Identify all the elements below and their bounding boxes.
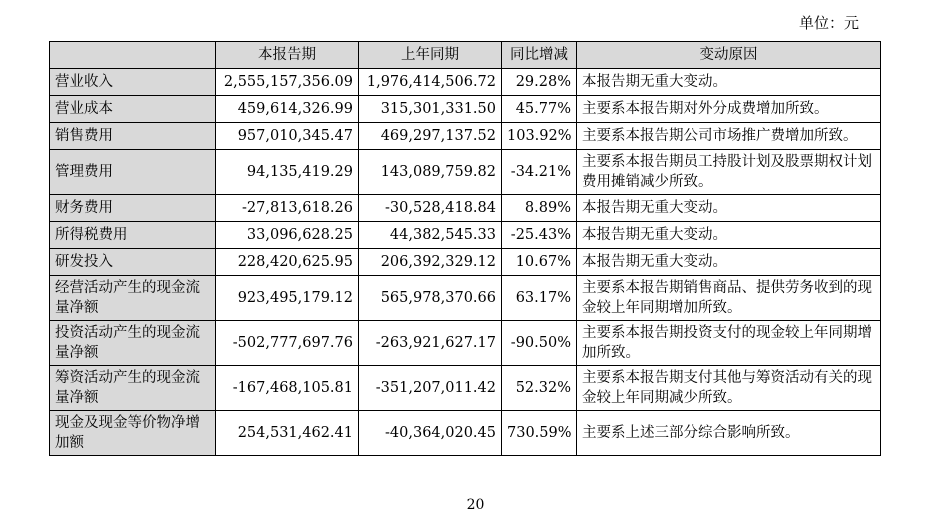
row-change: 103.92% <box>502 123 577 150</box>
row-item: 财务费用 <box>50 195 216 222</box>
row-current: 2,555,157,356.09 <box>216 69 359 96</box>
row-reason: 主要系本报告期公司市场推广费增加所致。 <box>577 123 881 150</box>
row-item: 现金及现金等价物净增加额 <box>50 411 216 456</box>
table-row <box>50 96 881 123</box>
row-change: 29.28% <box>502 69 577 96</box>
table-row <box>50 195 881 222</box>
unit-label: 单位：元 <box>798 14 859 32</box>
row-change: 63.17% <box>502 276 577 321</box>
row-current: -502,777,697.76 <box>216 321 359 366</box>
row-prior: 315,301,331.50 <box>359 96 502 123</box>
row-current: -167,468,105.81 <box>216 366 359 411</box>
table-row <box>50 69 881 96</box>
header-change-reason: 变动原因 <box>577 42 881 69</box>
row-item: 营业收入 <box>50 69 216 96</box>
row-prior: -30,528,418.84 <box>359 195 502 222</box>
row-reason: 本报告期无重大变动。 <box>577 69 881 96</box>
table-row <box>50 123 881 150</box>
table-row <box>50 150 881 195</box>
row-item: 经营活动产生的现金流量净额 <box>50 276 216 321</box>
table-row <box>50 222 881 249</box>
row-change: 45.77% <box>502 96 577 123</box>
row-change: 8.89% <box>502 195 577 222</box>
row-reason: 主要系本报告期员工持股计划及股票期权计划费用摊销减少所致。 <box>577 150 881 195</box>
row-reason: 本报告期无重大变动。 <box>577 195 881 222</box>
row-change: 52.32% <box>502 366 577 411</box>
page-number: 20 <box>466 497 485 513</box>
row-prior: -351,207,011.42 <box>359 366 502 411</box>
table-row <box>50 366 881 411</box>
table-row <box>50 411 881 456</box>
header-prior-period: 上年同期 <box>359 42 502 69</box>
row-prior: 206,392,329.12 <box>359 249 502 276</box>
row-change: 730.59% <box>502 411 577 456</box>
row-change: -90.50% <box>502 321 577 366</box>
row-current: 957,010,345.47 <box>216 123 359 150</box>
row-prior: -40,364,020.45 <box>359 411 502 456</box>
row-item: 所得税费用 <box>50 222 216 249</box>
financial-change-table <box>49 41 881 456</box>
row-current: 254,531,462.41 <box>216 411 359 456</box>
row-prior: 1,976,414,506.72 <box>359 69 502 96</box>
row-current: -27,813,618.26 <box>216 195 359 222</box>
row-prior: -263,921,627.17 <box>359 321 502 366</box>
row-reason: 主要系本报告期投资支付的现金较上年同期增加所致。 <box>577 321 881 366</box>
table-row <box>50 249 881 276</box>
row-prior: 565,978,370.66 <box>359 276 502 321</box>
row-current: 228,420,625.95 <box>216 249 359 276</box>
row-item: 销售费用 <box>50 123 216 150</box>
row-item: 管理费用 <box>50 150 216 195</box>
row-current: 94,135,419.29 <box>216 150 359 195</box>
row-change: -25.43% <box>502 222 577 249</box>
row-prior: 44,382,545.33 <box>359 222 502 249</box>
row-item: 研发投入 <box>50 249 216 276</box>
row-reason: 本报告期无重大变动。 <box>577 222 881 249</box>
row-current: 33,096,628.25 <box>216 222 359 249</box>
header-item <box>50 42 216 69</box>
row-reason: 本报告期无重大变动。 <box>577 249 881 276</box>
row-current: 459,614,326.99 <box>216 96 359 123</box>
row-reason: 主要系本报告期销售商品、提供劳务收到的现金较上年同期增加所致。 <box>577 276 881 321</box>
row-reason: 主要系上述三部分综合影响所致。 <box>577 411 881 456</box>
row-reason: 主要系本报告期支付其他与筹资活动有关的现金较上年同期减少所致。 <box>577 366 881 411</box>
header-current-period: 本报告期 <box>216 42 359 69</box>
row-reason: 主要系本报告期对外分成费增加所致。 <box>577 96 881 123</box>
row-change: -34.21% <box>502 150 577 195</box>
row-current: 923,495,179.12 <box>216 276 359 321</box>
table-header-row <box>50 42 881 69</box>
row-item: 筹资活动产生的现金流量净额 <box>50 366 216 411</box>
row-change: 10.67% <box>502 249 577 276</box>
header-yoy-change: 同比增减 <box>502 42 577 69</box>
row-item: 投资活动产生的现金流量净额 <box>50 321 216 366</box>
table-row <box>50 321 881 366</box>
row-item: 营业成本 <box>50 96 216 123</box>
row-prior: 469,297,137.52 <box>359 123 502 150</box>
row-prior: 143,089,759.82 <box>359 150 502 195</box>
table-row <box>50 276 881 321</box>
